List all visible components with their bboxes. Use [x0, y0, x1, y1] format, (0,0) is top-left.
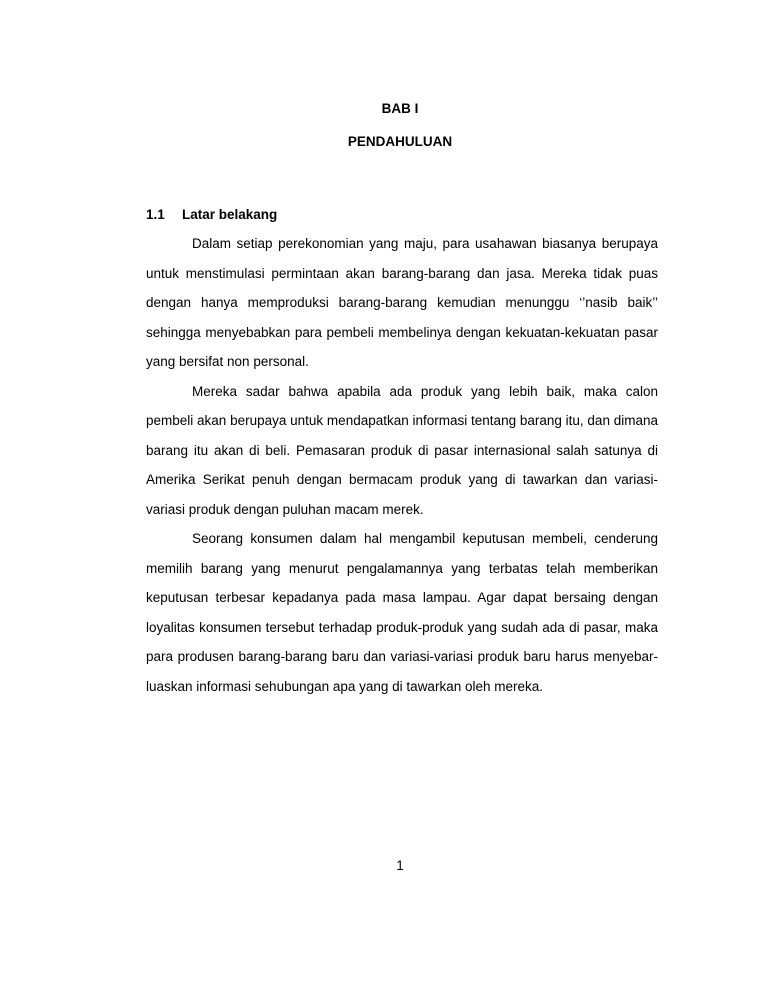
body-text: [146, 229, 658, 701]
chapter-title: PENDAHULUAN: [347, 134, 453, 149]
paragraph-2: Mereka sadar bahwa apabila ada produk yang lebih baik, maka calon pembeli akan berupaya untuk mendapatkan informasi tentang barang itu, dan dimana barang itu akan di beli. Pemasaran produk di pasar internasional salah satunya di Amerika Serikat penuh dengan bermacam produk yang di tawarkan dan variasi-variasi produk dengan puluhan macam merek.: [146, 383, 658, 517]
paragraph-1: Dalam setiap perekonomian yang maju, para usahawan biasanya berupaya untuk menstimulasi permintaan akan barang-barang dan jasa. Mereka tidak puas dengan hanya memproduksi barang-barang kemudian menunggu ‘’nasib baik’’ sehingga menyebabkan para pembeli membelinya dengan kekuatan-kekuatan pasar yang bersifat non personal.: [146, 236, 658, 369]
section-number: 1.1: [146, 207, 165, 222]
section-title: Latar belakang: [182, 207, 278, 222]
paragraph-3: Seorang konsumen dalam hal mengambil keputusan membeli, cenderung memilih barang yang menurut pengalamannya yang terbatas telah memberikan keputusan terbesar kepadanya pada masa lampau. Agar dapat bersaing dengan loyalitas konsumen tersebut terhadap produk-produk yang sudah ada di pasar, maka para produsen barang-barang baru dan variasi-variasi produk baru harus menyebar- luaskan informasi sehubungan apa yang di tawarkan oleh mereka.: [146, 531, 658, 694]
section-heading: [146, 207, 277, 222]
page-number: 1: [396, 858, 404, 873]
chapter-number: BAB I: [381, 101, 419, 116]
